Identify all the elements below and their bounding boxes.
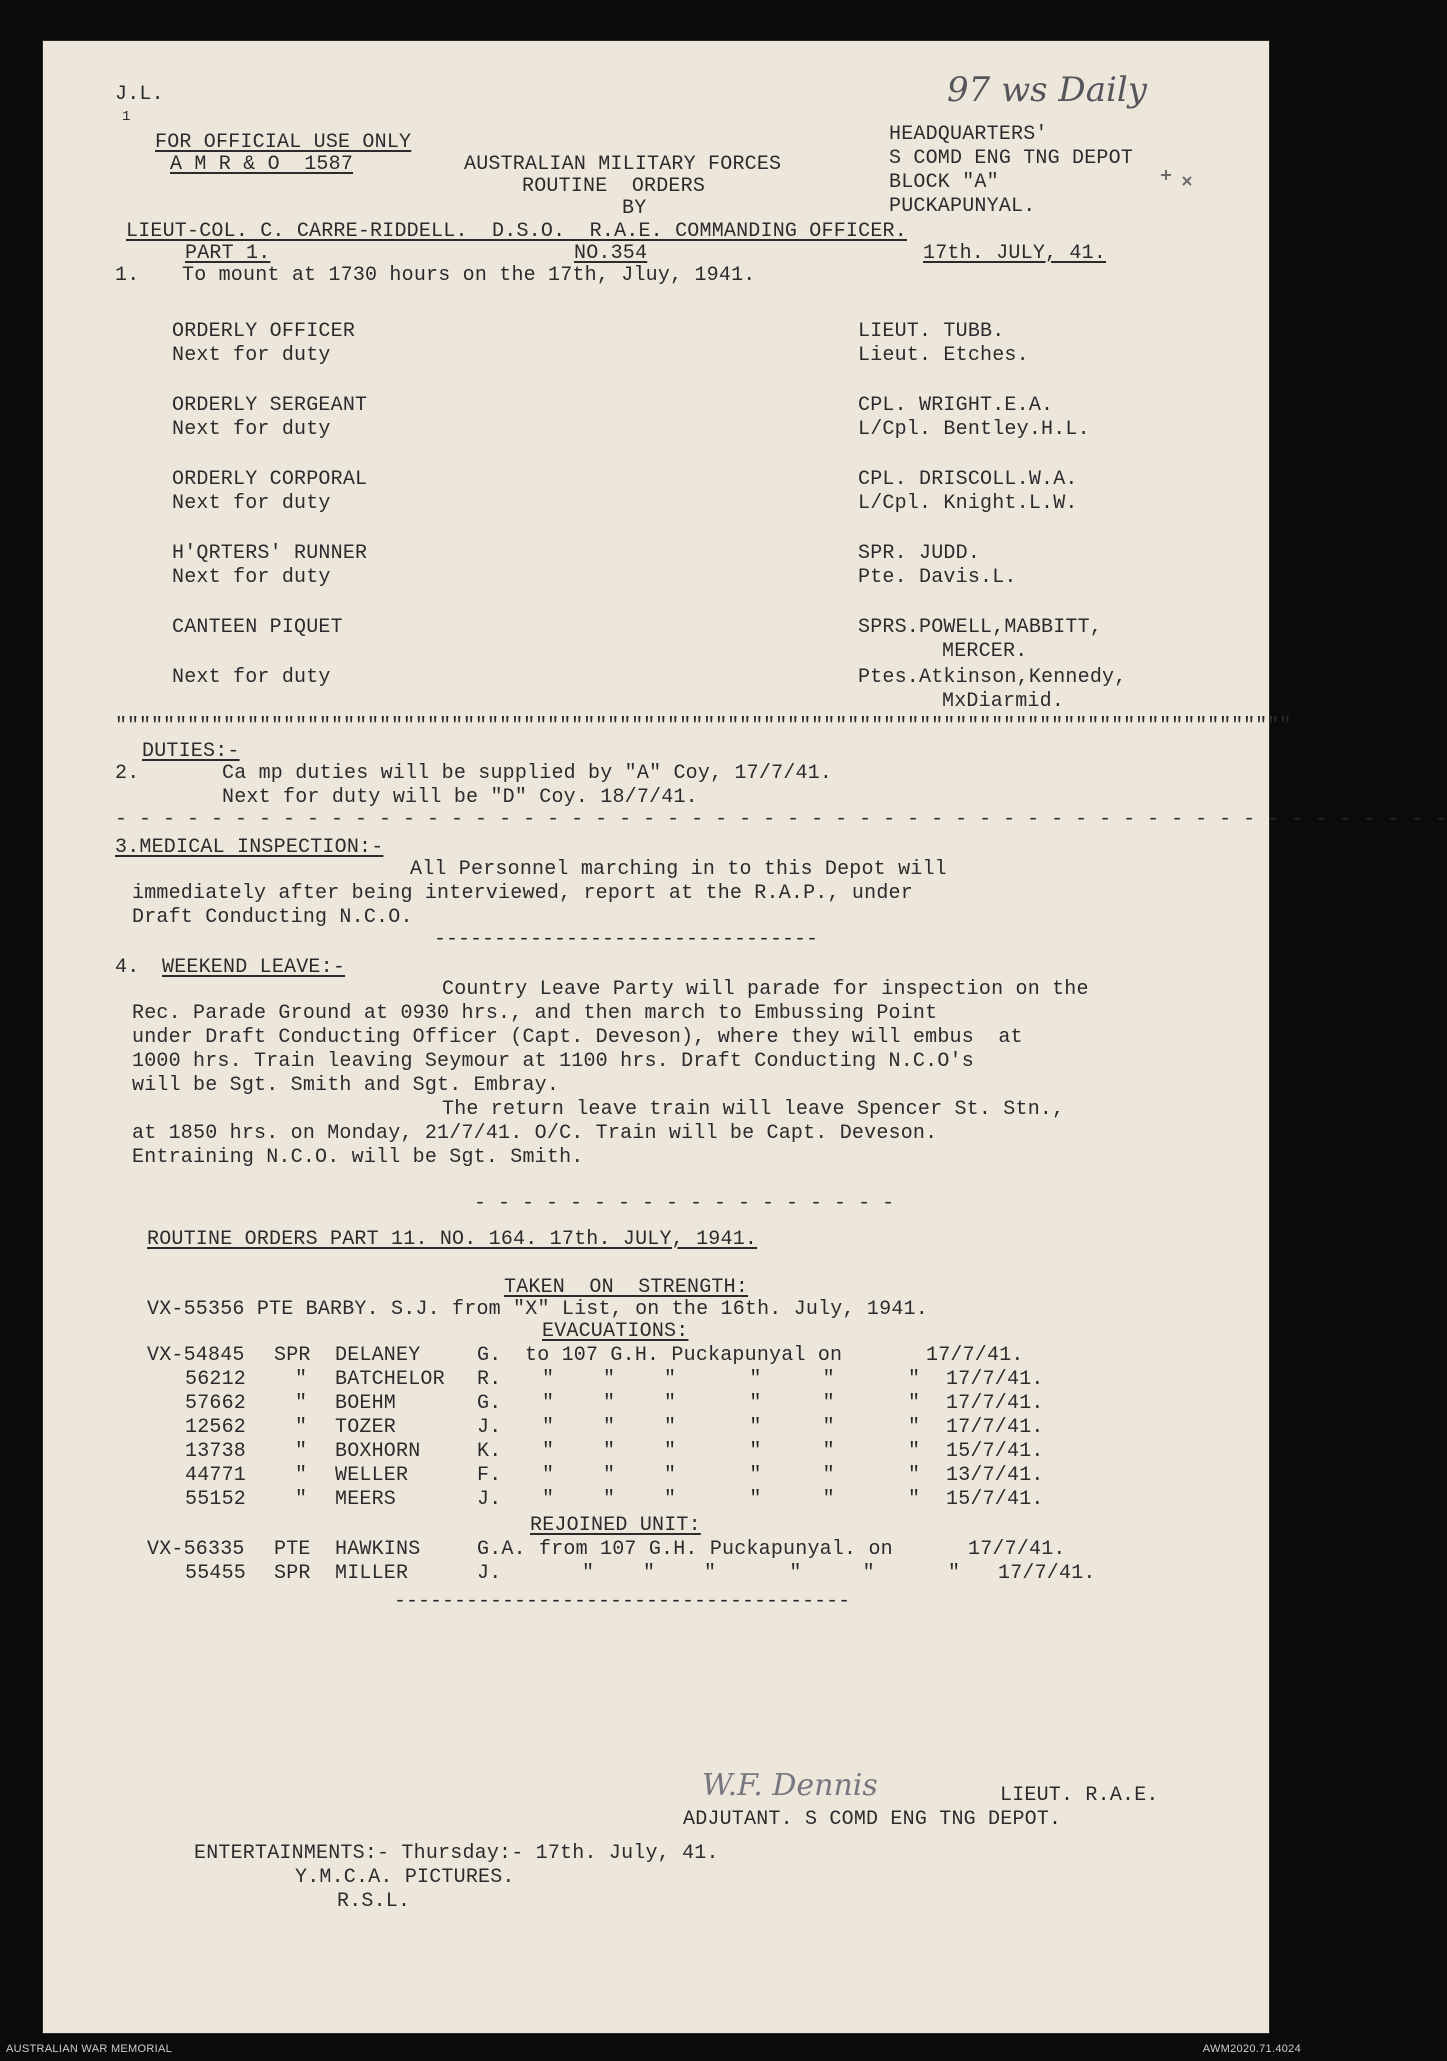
signature-scrawl: W.F. Dennis: [702, 1768, 878, 1803]
section-2-number: 2.: [115, 762, 140, 785]
section-4-line: Entraining N.C.O. will be Sgt. Smith.: [132, 1146, 584, 1169]
piquet-next-label: Next for duty: [172, 666, 331, 689]
surname: BATCHELOR: [335, 1368, 445, 1391]
initial: G.: [477, 1344, 502, 1367]
service-number: 56212: [185, 1368, 247, 1391]
rank: ": [295, 1392, 308, 1415]
hq-line-1: HEADQUARTERS': [889, 123, 1048, 146]
rank: PTE: [274, 1538, 311, 1561]
order-number: NO.354: [574, 242, 648, 265]
duty-role: ORDERLY SERGEANT: [172, 394, 368, 417]
duty-role-next: Next for duty: [172, 492, 331, 515]
surname: WELLER: [335, 1464, 409, 1487]
duty-name-next: Pte. Davis.L.: [858, 566, 1017, 589]
date: 17/7/41.: [998, 1562, 1096, 1585]
piquet-names-1: SPRS.POWELL,MABBITT,: [858, 616, 1103, 639]
section-3-line-3: Draft Conducting N.C.O.: [132, 906, 413, 929]
section-2-line-1: Ca mp duties will be supplied by "A" Coy, 17/7/41.: [222, 762, 833, 785]
signature-rank: LIEUT. R.A.E.: [1000, 1784, 1159, 1807]
signature-title: ADJUTANT. S COMD ENG TNG DEPOT.: [683, 1808, 1062, 1831]
surname: BOEHM: [335, 1392, 397, 1415]
section-1-number: 1.: [115, 264, 140, 287]
detail: " " " " " ": [542, 1416, 921, 1439]
service-number: VX-56335: [147, 1538, 245, 1561]
staple-mark-icon: [1180, 174, 1194, 188]
separator-dashes: --------------------------------------: [394, 1590, 851, 1613]
service-number: 57662: [185, 1392, 247, 1415]
duty-role-next: Next for duty: [172, 566, 331, 589]
entertainments-line-1: ENTERTAINMENTS:- Thursday:- 17th. July, 41.: [194, 1842, 719, 1865]
section-4-line: The return leave train will leave Spencer St. Stn.,: [442, 1098, 1065, 1121]
duty-name: LIEUT. TUBB.: [858, 320, 1005, 343]
initial: F.: [477, 1464, 502, 1487]
evacuations-heading: EVACUATIONS:: [542, 1320, 689, 1343]
service-number: VX-54845: [147, 1344, 245, 1367]
separator-quotes: """""""""""""""""""""""""""""""""""""""""""""""""""""""""""""""""""""""""""""""""""""""""""""""""": [115, 715, 1292, 738]
detail: " " " " " ": [542, 1368, 921, 1391]
separator-dashes: - - - - - - - - - - - - - - - - - - - - - - - - - - - - - - - - - - - - - - - - - - - - - - - - - - - - - - - -: [115, 808, 1447, 831]
date: 17/7/41.: [946, 1392, 1044, 1415]
org-line-3: BY: [622, 197, 647, 220]
detail: " " " " " ": [542, 1464, 921, 1487]
initial: J.: [477, 1562, 502, 1585]
surname: MILLER: [335, 1562, 409, 1585]
service-number: 13738: [185, 1440, 247, 1463]
section-3-line-2: immediately after being interviewed, report at the R.A.P., under: [132, 882, 913, 905]
section-4-number: 4.: [115, 956, 140, 979]
section-1-intro: To mount at 1730 hours on the 17th, Jluy, 1941.: [182, 264, 756, 287]
date: 15/7/41.: [946, 1488, 1044, 1511]
detail: " " " " " ": [542, 1488, 921, 1511]
service-number: 44771: [185, 1464, 247, 1487]
initial: R.: [477, 1368, 502, 1391]
initial: K.: [477, 1440, 502, 1463]
rank: ": [295, 1488, 308, 1511]
surname: HAWKINS: [335, 1538, 421, 1561]
section-4-line: 1000 hrs. Train leaving Seymour at 1100 hrs. Draft Conducting N.C.O's: [132, 1050, 974, 1073]
duty-name: SPR. JUDD.: [858, 542, 981, 565]
date: 15/7/41.: [946, 1440, 1044, 1463]
duty-role: ORDERLY OFFICER: [172, 320, 356, 343]
footer-accession-number: AWM2020.71.4024: [1202, 2043, 1301, 2055]
duty-role-next: Next for duty: [172, 418, 331, 441]
rank: SPR: [274, 1344, 311, 1367]
section-4-line: Rec. Parade Ground at 0930 hrs., and then march to Embussing Point: [132, 1002, 938, 1025]
hq-line-2: S COMD ENG TNG DEPOT: [889, 147, 1134, 170]
staple-mark-icon: [1159, 168, 1173, 182]
separator-dashes: --------------------------------: [434, 928, 819, 951]
section-2-line-2: Next for duty will be "D" Coy. 18/7/41.: [222, 786, 698, 809]
initial: J.: [477, 1488, 502, 1511]
section-3-heading: 3.MEDICAL INSPECTION:-: [115, 836, 384, 859]
date: 17/7/41.: [968, 1538, 1066, 1561]
org-line-2: ROUTINE ORDERS: [522, 175, 706, 198]
detail: " " " " " ": [542, 1392, 921, 1415]
rejoined-heading: REJOINED UNIT:: [530, 1514, 701, 1537]
rank: ": [295, 1464, 308, 1487]
date: 17/7/41.: [946, 1368, 1044, 1391]
hq-line-4: PUCKAPUNYAL.: [889, 195, 1036, 218]
surname: DELANEY: [335, 1344, 421, 1367]
service-number: 12562: [185, 1416, 247, 1439]
org-line-1: AUSTRALIAN MILITARY FORCES: [464, 153, 782, 176]
piquet-next-2: MxDiarmid.: [942, 690, 1065, 713]
section-4-line: Country Leave Party will parade for inspection on the: [442, 978, 1089, 1001]
section-3-line-1: All Personnel marching in to this Depot will: [410, 858, 947, 881]
part-label: PART 1.: [185, 242, 271, 265]
rank: SPR: [274, 1562, 311, 1585]
initial: G.: [477, 1392, 502, 1415]
section-4-line: will be Sgt. Smith and Sgt. Embray.: [132, 1074, 560, 1097]
order-reference: A M R & O 1587: [170, 153, 354, 176]
duty-name-next: L/Cpl. Knight.L.W.: [858, 492, 1078, 515]
piquet-names-2: MERCER.: [942, 640, 1028, 663]
section-4-line: under Draft Conducting Officer (Capt. Deveson), where they will embus at: [132, 1026, 1023, 1049]
official-use-label: FOR OFFICIAL USE ONLY: [155, 131, 412, 154]
initials: J.L.: [115, 83, 164, 106]
piquet-next-1: Ptes.Atkinson,Kennedy,: [858, 666, 1127, 689]
handwritten-note: 97 ws Daily: [947, 70, 1147, 110]
detail: " " " " " ": [582, 1562, 961, 1585]
order-date: 17th. JULY, 41.: [923, 242, 1107, 265]
taken-on-strength-heading: TAKEN ON STRENGTH:: [504, 1276, 749, 1299]
piquet-role: CANTEEN PIQUET: [172, 616, 343, 639]
entertainments-line-2: Y.M.C.A. PICTURES.: [295, 1866, 515, 1889]
section-2-heading: DUTIES:-: [142, 740, 240, 763]
detail: to 107 G.H. Puckapunyal on: [525, 1344, 843, 1367]
surname: MEERS: [335, 1488, 397, 1511]
service-number: 55455: [185, 1562, 247, 1585]
commander-line: LIEUT-COL. C. CARRE-RIDDELL. D.S.O. R.A.E. COMMANDING OFFICER.: [126, 220, 907, 243]
section-4-heading: WEEKEND LEAVE:-: [162, 956, 346, 979]
surname: TOZER: [335, 1416, 397, 1439]
taken-on-strength-line: VX-55356 PTE BARBY. S.J. from "X" List, on the 16th. July, 1941.: [147, 1298, 928, 1321]
duty-name: CPL. DRISCOLL.W.A.: [858, 468, 1078, 491]
rank: ": [295, 1440, 308, 1463]
service-number: 55152: [185, 1488, 247, 1511]
duty-role-next: Next for duty: [172, 344, 331, 367]
rank: ": [295, 1416, 308, 1439]
date: 13/7/41.: [946, 1464, 1044, 1487]
surname: BOXHORN: [335, 1440, 421, 1463]
duty-role: ORDERLY CORPORAL: [172, 468, 368, 491]
duty-name-next: Lieut. Etches.: [858, 344, 1029, 367]
section-4-line: at 1850 hrs. on Monday, 21/7/41. O/C. Train will be Capt. Deveson.: [132, 1122, 938, 1145]
date: 17/7/41.: [946, 1416, 1044, 1439]
footer-credit: AUSTRALIAN WAR MEMORIAL: [6, 2043, 173, 2055]
rank: ": [295, 1368, 308, 1391]
detail: " " " " " ": [542, 1440, 921, 1463]
hq-line-3: BLOCK "A": [889, 171, 999, 194]
duty-name: CPL. WRIGHT.E.A.: [858, 394, 1054, 417]
initial: G.A.: [477, 1538, 526, 1561]
detail: from 107 G.H. Puckapunyal. on: [539, 1538, 893, 1561]
initial: J.: [477, 1416, 502, 1439]
duty-name-next: L/Cpl. Bentley.H.L.: [858, 418, 1090, 441]
part-2-heading: ROUTINE ORDERS PART 11. NO. 164. 17th. JULY, 1941.: [147, 1228, 758, 1251]
initials-mark: 1: [122, 109, 131, 125]
entertainments-line-3: R.S.L.: [337, 1890, 411, 1913]
date: 17/7/41.: [926, 1344, 1024, 1367]
document-page: [42, 40, 1447, 2034]
duty-role: H'QRTERS' RUNNER: [172, 542, 368, 565]
separator-dashes: - - - - - - - - - - - - - - - - - -: [474, 1192, 895, 1215]
